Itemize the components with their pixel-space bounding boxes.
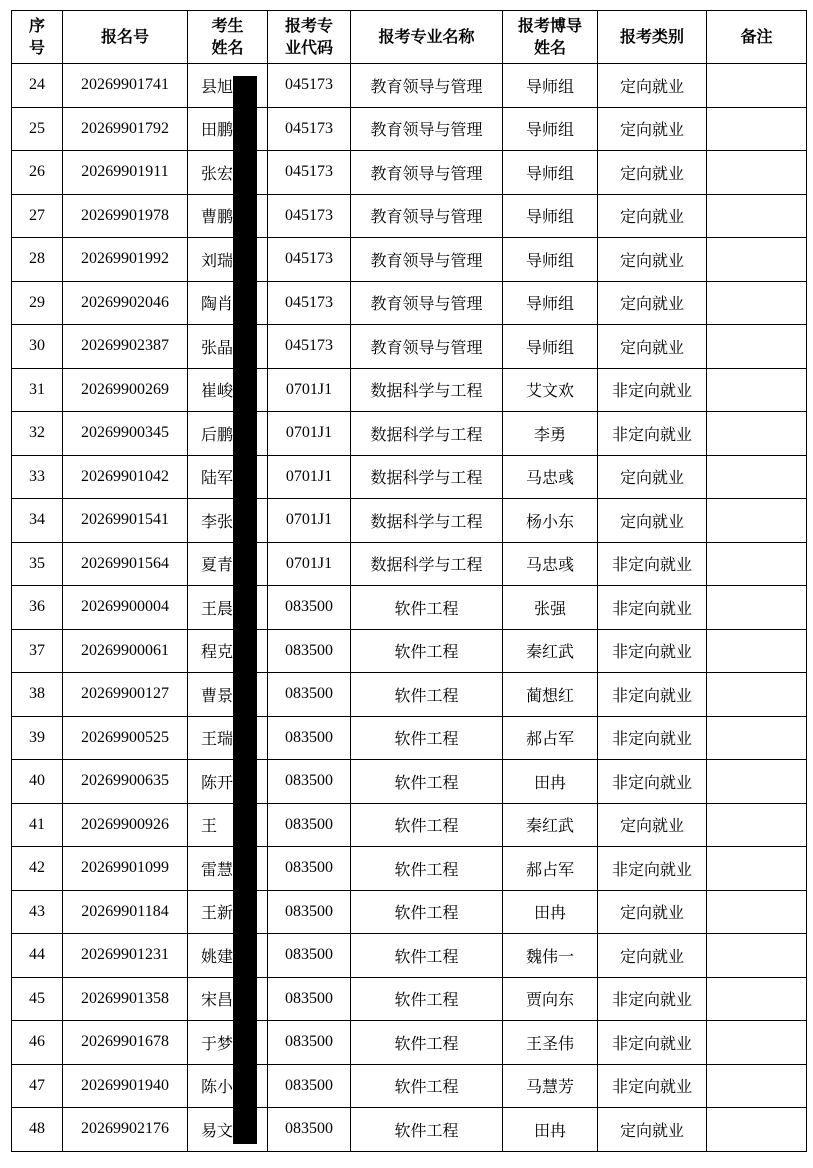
cell-name: 田鹏 xyxy=(188,107,268,151)
cell-major-code: 083500 xyxy=(268,673,351,717)
cell-note xyxy=(707,760,807,804)
cell-reg-no: 20269902176 xyxy=(63,1108,188,1152)
cell-category: 定向就业 xyxy=(598,934,707,978)
cell-reg-no: 20269900926 xyxy=(63,803,188,847)
cell-category: 定向就业 xyxy=(598,325,707,369)
cell-major-name: 教育领导与管理 xyxy=(351,194,503,238)
cell-name: 陶肖 xyxy=(188,281,268,325)
cell-note xyxy=(707,194,807,238)
cell-major-name: 软件工程 xyxy=(351,847,503,891)
cell-major-code: 0701J1 xyxy=(268,499,351,543)
cell-major-name: 数据科学与工程 xyxy=(351,455,503,499)
cell-category: 定向就业 xyxy=(598,151,707,195)
cell-major-name: 数据科学与工程 xyxy=(351,412,503,456)
cell-name: 姚建 xyxy=(188,934,268,978)
cell-reg-no: 20269901978 xyxy=(63,194,188,238)
cell-category: 非定向就业 xyxy=(598,368,707,412)
cell-advisor: 马忠彧 xyxy=(503,542,598,586)
cell-category: 非定向就业 xyxy=(598,760,707,804)
cell-major-code: 045173 xyxy=(268,238,351,282)
cell-major-name: 软件工程 xyxy=(351,934,503,978)
cell-note xyxy=(707,151,807,195)
cell-name: 县旭 xyxy=(188,64,268,108)
cell-note xyxy=(707,281,807,325)
cell-note xyxy=(707,368,807,412)
cell-major-code: 045173 xyxy=(268,281,351,325)
cell-category: 非定向就业 xyxy=(598,629,707,673)
table-row xyxy=(12,890,807,934)
cell-category: 非定向就业 xyxy=(598,586,707,630)
cell-reg-no: 20269900269 xyxy=(63,368,188,412)
cell-major-code: 083500 xyxy=(268,586,351,630)
cell-seq: 36 xyxy=(12,586,63,630)
cell-category: 非定向就业 xyxy=(598,1021,707,1065)
table-row xyxy=(12,542,807,586)
cell-category: 定向就业 xyxy=(598,64,707,108)
cell-category: 定向就业 xyxy=(598,107,707,151)
cell-seq: 41 xyxy=(12,803,63,847)
cell-seq: 35 xyxy=(12,542,63,586)
header-advisor: 报考博导 姓名 xyxy=(503,11,598,64)
cell-major-name: 软件工程 xyxy=(351,890,503,934)
table-row xyxy=(12,194,807,238)
table-row xyxy=(12,847,807,891)
table-row xyxy=(12,368,807,412)
cell-advisor: 艾文欢 xyxy=(503,368,598,412)
cell-note xyxy=(707,455,807,499)
cell-name: 曹鹏 xyxy=(188,194,268,238)
cell-category: 非定向就业 xyxy=(598,847,707,891)
cell-major-name: 教育领导与管理 xyxy=(351,281,503,325)
table-row xyxy=(12,499,807,543)
cell-advisor: 秦红武 xyxy=(503,629,598,673)
table-row xyxy=(12,803,807,847)
cell-advisor: 导师组 xyxy=(503,194,598,238)
cell-reg-no: 20269901911 xyxy=(63,151,188,195)
cell-reg-no: 20269901992 xyxy=(63,238,188,282)
cell-major-name: 教育领导与管理 xyxy=(351,107,503,151)
cell-name: 王瑞 xyxy=(188,716,268,760)
cell-major-code: 045173 xyxy=(268,194,351,238)
cell-advisor: 导师组 xyxy=(503,151,598,195)
table-row xyxy=(12,325,807,369)
cell-seq: 33 xyxy=(12,455,63,499)
table-row xyxy=(12,760,807,804)
cell-name: 宋昌 xyxy=(188,977,268,1021)
cell-advisor: 张强 xyxy=(503,586,598,630)
cell-seq: 31 xyxy=(12,368,63,412)
cell-major-name: 软件工程 xyxy=(351,1108,503,1152)
cell-major-code: 0701J1 xyxy=(268,368,351,412)
cell-major-name: 教育领导与管理 xyxy=(351,238,503,282)
cell-reg-no: 20269901940 xyxy=(63,1064,188,1108)
cell-seq: 45 xyxy=(12,977,63,1021)
cell-reg-no: 20269901358 xyxy=(63,977,188,1021)
cell-major-code: 0701J1 xyxy=(268,412,351,456)
table-row xyxy=(12,107,807,151)
cell-advisor: 导师组 xyxy=(503,325,598,369)
header-name: 考生 姓名 xyxy=(188,11,268,64)
cell-category: 定向就业 xyxy=(598,281,707,325)
cell-major-name: 教育领导与管理 xyxy=(351,151,503,195)
header-major-name: 报考专业名称 xyxy=(351,11,503,64)
cell-major-name: 软件工程 xyxy=(351,586,503,630)
cell-reg-no: 20269900345 xyxy=(63,412,188,456)
cell-note xyxy=(707,412,807,456)
cell-major-name: 软件工程 xyxy=(351,673,503,717)
cell-advisor: 王圣伟 xyxy=(503,1021,598,1065)
cell-seq: 44 xyxy=(12,934,63,978)
cell-reg-no: 20269902387 xyxy=(63,325,188,369)
cell-name: 夏青 xyxy=(188,542,268,586)
header-note: 备注 xyxy=(707,11,807,64)
cell-note xyxy=(707,499,807,543)
cell-name: 易文 xyxy=(188,1108,268,1152)
cell-advisor: 导师组 xyxy=(503,64,598,108)
cell-name: 于梦 xyxy=(188,1021,268,1065)
cell-name: 陈小 xyxy=(188,1064,268,1108)
cell-seq: 38 xyxy=(12,673,63,717)
cell-name: 后鹏 xyxy=(188,412,268,456)
cell-reg-no: 20269901231 xyxy=(63,934,188,978)
header-seq: 序 号 xyxy=(12,11,63,64)
cell-note xyxy=(707,238,807,282)
cell-category: 定向就业 xyxy=(598,194,707,238)
table-row xyxy=(12,977,807,1021)
cell-major-code: 0701J1 xyxy=(268,542,351,586)
table-row xyxy=(12,673,807,717)
cell-category: 定向就业 xyxy=(598,499,707,543)
cell-advisor: 导师组 xyxy=(503,107,598,151)
cell-major-name: 软件工程 xyxy=(351,629,503,673)
header-row xyxy=(12,11,807,64)
cell-reg-no: 20269901792 xyxy=(63,107,188,151)
cell-name: 刘瑞 xyxy=(188,238,268,282)
cell-major-code: 083500 xyxy=(268,1108,351,1152)
cell-reg-no: 20269900127 xyxy=(63,673,188,717)
cell-advisor: 马慧芳 xyxy=(503,1064,598,1108)
admission-list-table xyxy=(11,10,807,1152)
cell-seq: 46 xyxy=(12,1021,63,1065)
cell-major-name: 软件工程 xyxy=(351,803,503,847)
cell-note xyxy=(707,803,807,847)
cell-major-code: 083500 xyxy=(268,716,351,760)
cell-reg-no: 20269900635 xyxy=(63,760,188,804)
cell-major-code: 083500 xyxy=(268,890,351,934)
cell-major-name: 软件工程 xyxy=(351,716,503,760)
cell-seq: 30 xyxy=(12,325,63,369)
cell-major-code: 083500 xyxy=(268,629,351,673)
cell-reg-no: 20269901099 xyxy=(63,847,188,891)
cell-name: 王晨 xyxy=(188,586,268,630)
header-category: 报考类别 xyxy=(598,11,707,64)
cell-major-name: 软件工程 xyxy=(351,977,503,1021)
redaction-bar xyxy=(233,76,257,1144)
cell-reg-no: 20269901678 xyxy=(63,1021,188,1065)
cell-major-name: 软件工程 xyxy=(351,1064,503,1108)
cell-category: 定向就业 xyxy=(598,1108,707,1152)
cell-category: 非定向就业 xyxy=(598,412,707,456)
cell-note xyxy=(707,1064,807,1108)
cell-note xyxy=(707,1108,807,1152)
cell-category: 非定向就业 xyxy=(598,542,707,586)
cell-category: 定向就业 xyxy=(598,455,707,499)
cell-major-code: 083500 xyxy=(268,1021,351,1065)
cell-note xyxy=(707,64,807,108)
cell-seq: 27 xyxy=(12,194,63,238)
table-row xyxy=(12,238,807,282)
cell-seq: 34 xyxy=(12,499,63,543)
cell-major-code: 083500 xyxy=(268,1064,351,1108)
cell-major-name: 数据科学与工程 xyxy=(351,499,503,543)
cell-seq: 43 xyxy=(12,890,63,934)
cell-seq: 29 xyxy=(12,281,63,325)
cell-advisor: 贾向东 xyxy=(503,977,598,1021)
cell-advisor: 魏伟一 xyxy=(503,934,598,978)
cell-note xyxy=(707,977,807,1021)
cell-category: 非定向就业 xyxy=(598,1064,707,1108)
cell-name: 张宏 xyxy=(188,151,268,195)
cell-major-name: 教育领导与管理 xyxy=(351,325,503,369)
table-row xyxy=(12,281,807,325)
cell-advisor: 秦红武 xyxy=(503,803,598,847)
cell-note xyxy=(707,586,807,630)
cell-seq: 37 xyxy=(12,629,63,673)
cell-note xyxy=(707,890,807,934)
cell-major-code: 083500 xyxy=(268,847,351,891)
cell-reg-no: 20269901741 xyxy=(63,64,188,108)
table-row xyxy=(12,934,807,978)
table-row xyxy=(12,1064,807,1108)
cell-major-code: 045173 xyxy=(268,107,351,151)
cell-category: 定向就业 xyxy=(598,803,707,847)
table-row xyxy=(12,1021,807,1065)
cell-major-name: 数据科学与工程 xyxy=(351,368,503,412)
cell-name: 曹景 xyxy=(188,673,268,717)
cell-major-name: 教育领导与管理 xyxy=(351,64,503,108)
cell-seq: 25 xyxy=(12,107,63,151)
cell-name: 王 xyxy=(188,803,268,847)
cell-advisor: 杨小东 xyxy=(503,499,598,543)
cell-reg-no: 20269901541 xyxy=(63,499,188,543)
table-body xyxy=(12,64,807,1152)
cell-note xyxy=(707,629,807,673)
cell-advisor: 蔺想红 xyxy=(503,673,598,717)
cell-major-code: 083500 xyxy=(268,760,351,804)
cell-seq: 47 xyxy=(12,1064,63,1108)
cell-advisor: 田冉 xyxy=(503,1108,598,1152)
cell-note xyxy=(707,1021,807,1065)
cell-note xyxy=(707,716,807,760)
cell-category: 非定向就业 xyxy=(598,977,707,1021)
cell-note xyxy=(707,673,807,717)
cell-reg-no: 20269901184 xyxy=(63,890,188,934)
header-major-code: 报考专 业代码 xyxy=(268,11,351,64)
cell-name: 李张 xyxy=(188,499,268,543)
cell-category: 非定向就业 xyxy=(598,716,707,760)
cell-name: 崔峻 xyxy=(188,368,268,412)
cell-note xyxy=(707,107,807,151)
cell-reg-no: 20269900525 xyxy=(63,716,188,760)
cell-category: 非定向就业 xyxy=(598,673,707,717)
table-row xyxy=(12,1108,807,1152)
cell-reg-no: 20269901042 xyxy=(63,455,188,499)
cell-reg-no: 20269901564 xyxy=(63,542,188,586)
table-row xyxy=(12,412,807,456)
cell-advisor: 导师组 xyxy=(503,281,598,325)
cell-seq: 48 xyxy=(12,1108,63,1152)
cell-seq: 24 xyxy=(12,64,63,108)
cell-seq: 42 xyxy=(12,847,63,891)
cell-major-name: 数据科学与工程 xyxy=(351,542,503,586)
cell-advisor: 李勇 xyxy=(503,412,598,456)
cell-major-code: 083500 xyxy=(268,803,351,847)
cell-seq: 26 xyxy=(12,151,63,195)
cell-major-code: 045173 xyxy=(268,325,351,369)
cell-name: 陆军 xyxy=(188,455,268,499)
cell-reg-no: 20269900061 xyxy=(63,629,188,673)
cell-major-code: 045173 xyxy=(268,151,351,195)
cell-reg-no: 20269900004 xyxy=(63,586,188,630)
table-row xyxy=(12,64,807,108)
cell-major-name: 软件工程 xyxy=(351,1021,503,1065)
table-row xyxy=(12,586,807,630)
cell-advisor: 郝占军 xyxy=(503,716,598,760)
cell-reg-no: 20269902046 xyxy=(63,281,188,325)
cell-major-name: 软件工程 xyxy=(351,760,503,804)
cell-name: 雷慧 xyxy=(188,847,268,891)
header-reg-no: 报名号 xyxy=(63,11,188,64)
cell-category: 定向就业 xyxy=(598,890,707,934)
cell-category: 定向就业 xyxy=(598,238,707,282)
cell-seq: 40 xyxy=(12,760,63,804)
cell-name: 程克 xyxy=(188,629,268,673)
cell-advisor: 马忠彧 xyxy=(503,455,598,499)
cell-note xyxy=(707,934,807,978)
cell-advisor: 郝占军 xyxy=(503,847,598,891)
cell-major-code: 0701J1 xyxy=(268,455,351,499)
cell-name: 张晶 xyxy=(188,325,268,369)
table-row xyxy=(12,455,807,499)
table-row xyxy=(12,151,807,195)
cell-major-code: 083500 xyxy=(268,934,351,978)
cell-major-code: 045173 xyxy=(268,64,351,108)
table-row xyxy=(12,716,807,760)
cell-note xyxy=(707,325,807,369)
cell-note xyxy=(707,847,807,891)
cell-seq: 39 xyxy=(12,716,63,760)
table-row xyxy=(12,629,807,673)
cell-advisor: 田冉 xyxy=(503,760,598,804)
cell-note xyxy=(707,542,807,586)
cell-name: 王新 xyxy=(188,890,268,934)
cell-seq: 32 xyxy=(12,412,63,456)
cell-major-code: 083500 xyxy=(268,977,351,1021)
cell-seq: 28 xyxy=(12,238,63,282)
cell-name: 陈开 xyxy=(188,760,268,804)
cell-advisor: 导师组 xyxy=(503,238,598,282)
cell-advisor: 田冉 xyxy=(503,890,598,934)
